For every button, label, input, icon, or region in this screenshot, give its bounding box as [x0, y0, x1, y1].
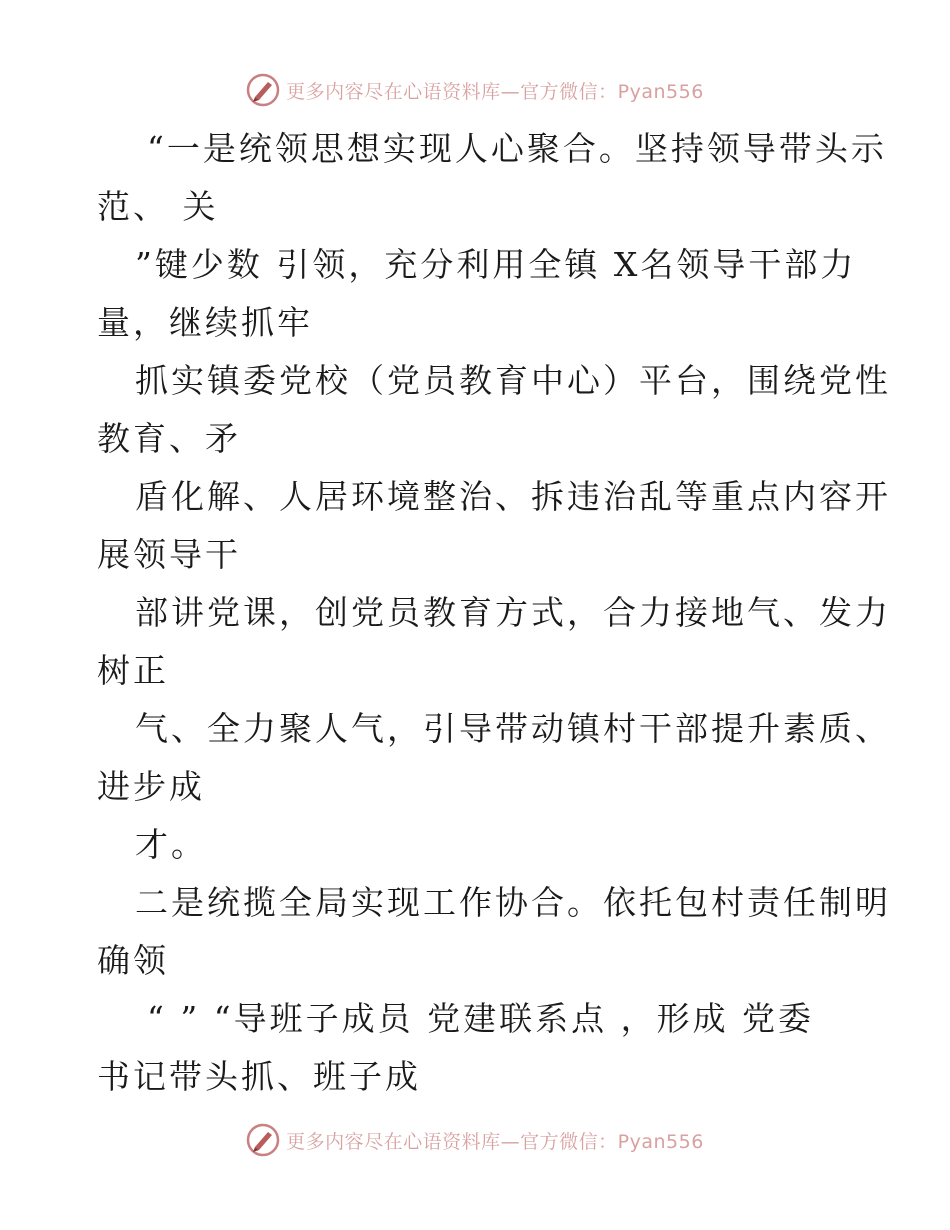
pen-logo-icon: [246, 1123, 280, 1157]
text-line: 二是统揽全局实现工作协合。依托包村责任制明: [135, 883, 891, 922]
watermark-text: 更多内容尽在心语资料库—官方微信：Pyan556: [286, 80, 704, 103]
text-line: 教育、矛: [97, 419, 241, 458]
text-line: 量，继续抓牢: [97, 303, 313, 342]
text-line: 部讲党课，创党员教育方式，合力接地气、发力: [135, 593, 891, 632]
watermark-footer: [0, 1120, 950, 1160]
text-line: 抓实镇委党校（党员教育中心）平台，围绕党性: [135, 361, 891, 400]
text-line: 范、 关: [97, 187, 219, 226]
watermark-text: 更多内容尽在心语资料库—官方微信：Pyan556: [286, 1130, 704, 1153]
text-line: ”键少数 引领，充分利用全镇 X名领导干部力: [135, 245, 857, 284]
text-line: 进步成: [97, 767, 205, 806]
text-line: “ ” “导班子成员 党建联系点 ，形成 党委: [147, 999, 815, 1038]
text-line: 展领导干: [97, 535, 241, 574]
pen-logo-icon: [246, 73, 280, 107]
text-line: 确领: [97, 941, 169, 980]
watermark-header: [0, 70, 950, 110]
text-line: 书记带头抓、班子成: [97, 1057, 421, 1096]
text-line: 气、全力聚人气，引导带动镇村干部提升素质、: [135, 709, 891, 748]
text-line: “一是统领思想实现人心聚合。坚持领导带头示: [147, 129, 887, 168]
document-body: [97, 120, 891, 1106]
text-line: 盾化解、人居环境整治、拆违治乱等重点内容开: [135, 477, 891, 516]
text-line: 树正: [97, 651, 169, 690]
text-line: 才。: [135, 825, 207, 864]
